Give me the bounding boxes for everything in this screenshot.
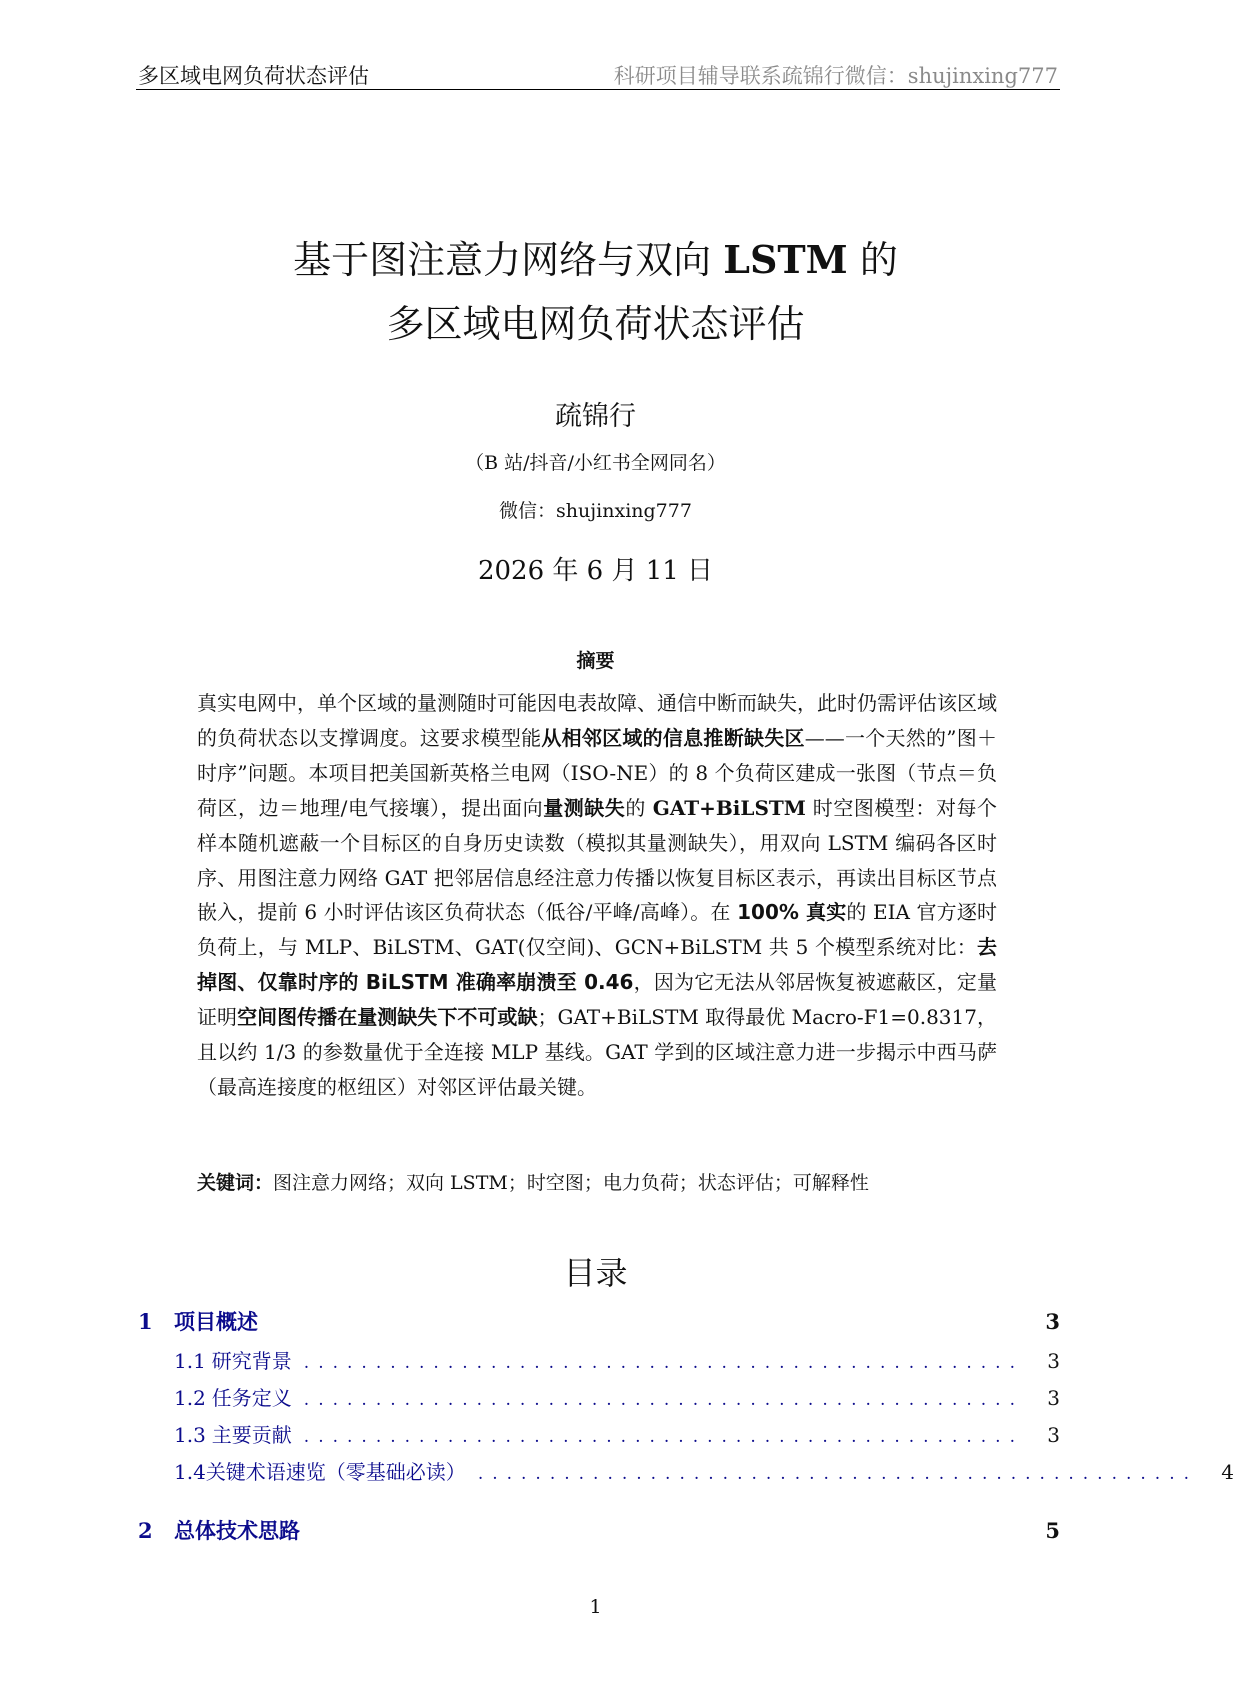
toc-leader-dots: .................................................. [303, 1390, 1024, 1410]
toc-entry-page: 3 [1045, 1309, 1060, 1334]
title-text: 基于图注意力网络与双向 [293, 238, 724, 282]
abstract-emphasis: GAT+BiLSTM [652, 795, 806, 820]
paper-title [0, 228, 1191, 356]
toc-entry[interactable] [174, 1345, 1060, 1374]
keywords-label: 关键词： [197, 1172, 274, 1194]
keywords-text: 图注意力网络；双向 LSTM；时空图；电力负荷；状态评估；可解释性 [273, 1172, 869, 1194]
toc-leader-dots: .................................................. [477, 1464, 1199, 1484]
abstract-emphasis: 从相邻区域的信息推断缺失区 [541, 725, 805, 750]
toc-entry-label: 任务定义 [211, 1386, 292, 1410]
header-rule [136, 89, 1060, 90]
toc-entry-number: 1.4 [174, 1460, 206, 1484]
toc-entry-page: 5 [1045, 1518, 1060, 1543]
toc-entry[interactable] [138, 1306, 1060, 1336]
abstract-emphasis: 空间图传播在量测缺失下不可或缺 [237, 1005, 538, 1030]
title-line-1 [0, 228, 1191, 292]
abstract-emphasis: 量测缺失 [543, 795, 626, 820]
toc-entry-label: 研究背景 [211, 1349, 292, 1373]
abstract-heading: 摘要 [576, 650, 615, 672]
toc-leader-dots: .................................................. [303, 1427, 1024, 1447]
toc-entry-label: 总体技术思路 [174, 1519, 300, 1543]
abstract-emphasis: 去掉图、仅靠时序的 BiLSTM 准确率崩溃至 0.46 [197, 935, 997, 995]
abstract-text: ——一个天然的”图＋时序”问题。本项目把美国新英格兰电网（ISO-NE）的 8 个负荷区建成一张图（节点＝负荷区，边＝地理/电气接壤），提出面向 [197, 725, 997, 820]
toc-entry-page: 3 [1047, 1386, 1060, 1410]
author-aka: （B 站/抖音/小红书全网同名） [465, 452, 726, 474]
toc-entry-number: 1 [138, 1309, 153, 1334]
toc-entry-page: 3 [1047, 1423, 1060, 1447]
author-wechat: 微信：shujinxing777 [499, 500, 692, 522]
abstract-text: 真实电网中，单个区域的量测随时可能因电表故障、通信中断而缺失，此时仍需评估该区域的负荷状态以支撑调度。这要求模型能 [197, 691, 997, 750]
toc-entry-label: 项目概述 [174, 1310, 258, 1334]
author-name: 疏锦行 [555, 401, 636, 432]
toc-entry-page: 3 [1047, 1349, 1060, 1373]
abstract-text: ；GAT+BiLSTM 取得最优 Macro-F1=0.8317，且以约 1/3 的参数量优于全连接 MLP 基线。GAT 学到的区域注意力进一步揭示中西马萨（最高连接度的枢纽区）对邻区评估最关键。 [197, 1005, 998, 1099]
abstract-text: 的 [625, 795, 653, 820]
keywords [197, 1168, 869, 1195]
toc-entry-label: 关键术语速览（零基础必读） [205, 1460, 466, 1484]
abstract-body [197, 686, 997, 1105]
title-text-lstm: LSTM [723, 237, 848, 282]
toc-entry-number: 1.2 [174, 1386, 206, 1410]
toc-entry-number: 2 [138, 1518, 153, 1543]
running-header-title: 多区域电网负荷状态评估 [138, 64, 369, 88]
toc-entry-label: 主要贡献 [211, 1423, 292, 1447]
abstract-text: 的 EIA 官方逐时负荷上，与 MLP、BiLSTM、GAT(仅空间)、GCN+BiLSTM 共 5 个模型系统对比： [197, 900, 997, 960]
toc-entry-page: 4 [1221, 1460, 1234, 1484]
abstract-emphasis: 100% 真实 [737, 900, 847, 925]
toc-entry[interactable] [174, 1456, 1234, 1485]
toc-entry[interactable] [138, 1515, 1060, 1545]
toc-entry[interactable] [174, 1382, 1060, 1411]
toc-entry-number: 1.1 [174, 1349, 206, 1373]
page-number: 1 [589, 1596, 602, 1618]
toc-leader-dots: .................................................. [303, 1353, 1024, 1373]
toc-entry-number: 1.3 [174, 1423, 206, 1447]
title-text-tail: 的 [847, 238, 898, 282]
toc-entry[interactable] [174, 1419, 1060, 1448]
running-header-contact: 科研项目辅导联系疏锦行微信：shujinxing777 [613, 64, 1058, 88]
abstract-text: ，因为它无法从邻居恢复被遮蔽区，定量证明 [197, 970, 998, 1030]
title-line-2: 多区域电网负荷状态评估 [386, 302, 805, 346]
abstract-text: 时空图模型：对每个样本随机遮蔽一个目标区的自身历史读数（模拟其量测缺失），用双向 LSTM 编码各区时序、用图注意力网络 GAT 把邻居信息经注意力传播以恢复目标区表示，再读出目标区节点嵌入，提前 6 小时评估该区负荷状态（低谷/平峰/高峰）。在 [197, 795, 998, 925]
toc-title: 目录 [563, 1254, 628, 1292]
paper-date: 2026 年 6 月 11 日 [477, 556, 714, 586]
